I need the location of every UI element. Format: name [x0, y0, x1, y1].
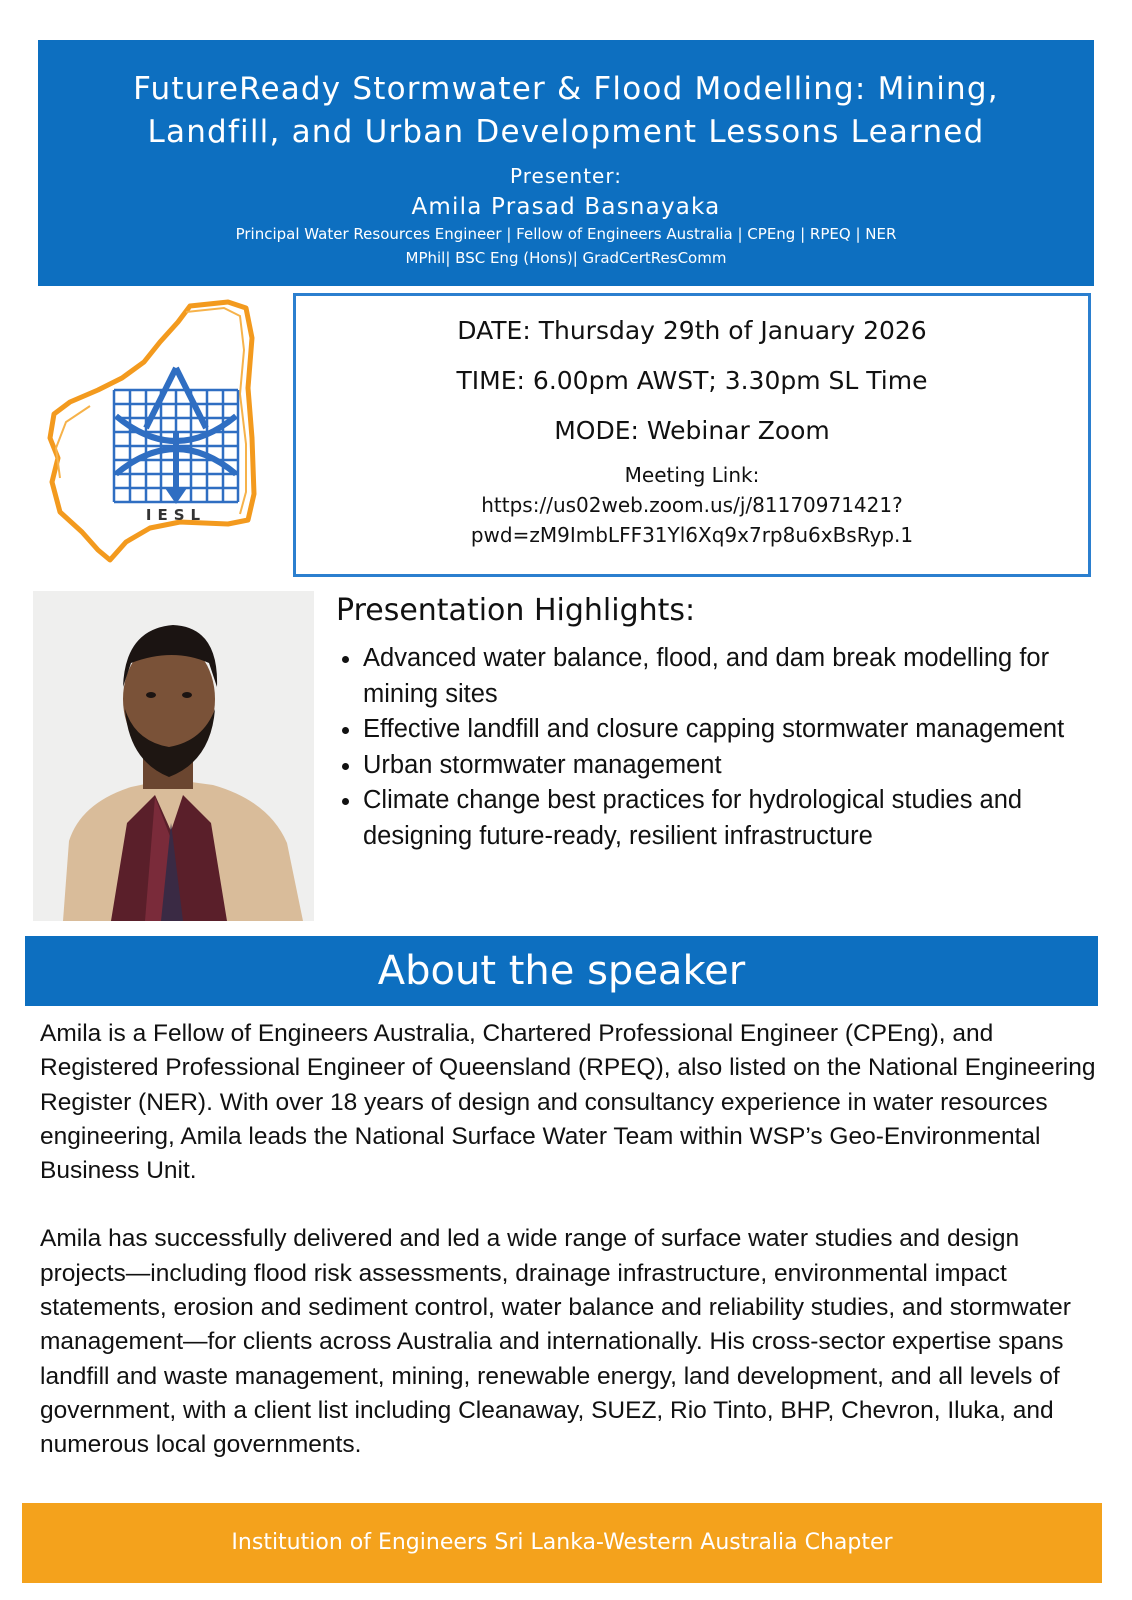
event-title-line-1: FutureReady Stormwater & Flood Modelling: Mining, [133, 71, 999, 107]
highlight-item: • Advanced water balance, flood, and dam break modelling for mining sites [363, 641, 1096, 712]
highlights-title: Presentation Highlights: [336, 593, 696, 628]
presenter-credentials [38, 222, 1094, 270]
meeting-link-url-part-1[interactable]: https://us02web.zoom.us/j/81170971421? [481, 493, 903, 517]
presenter-photo [33, 591, 314, 921]
bio-paragraph-1: Amila is a Fellow of Engineers Australia, Chartered Professional Engineer (CPEng), and Registered Professional Engineer of Queensland (RPEQ), also listed on the National Engineering Register (NER). With over 18 years of design and consultancy experience in water resources engineering, Amila leads the National Surface Water Team within WSP’s Geo-Environmental Business Unit. [40, 1020, 1096, 1185]
credentials-line-2: MPhil| BSC Eng (Hons)| GradCertResComm [405, 249, 727, 267]
event-date: DATE: Thursday 29th of January 2026 [457, 316, 927, 345]
event-mode: MODE: Webinar Zoom [554, 416, 830, 445]
highlight-item: • Climate change best practices for hydrological studies and designing future-ready, resilient infrastructure [363, 783, 1096, 854]
meeting-link-block [296, 460, 1088, 550]
presenter-name: Amila Prasad Basnayaka [411, 194, 721, 220]
about-speaker-heading: About the speaker [25, 936, 1098, 1006]
presentation-highlights [336, 593, 1096, 854]
highlight-item: • Effective landfill and closure capping stormwater management [363, 712, 1096, 748]
meeting-link-url-part-2[interactable]: pwd=zM9ImbLFF31Yl6Xq9x7rp8u6xBsRyp.1 [470, 523, 914, 547]
highlights-list [336, 641, 1096, 854]
footer-organization: Institution of Engineers Sri Lanka-Western Australia Chapter [22, 1503, 1102, 1583]
event-title-line-2: Landfill, and Urban Development Lessons Learned [147, 114, 985, 150]
highlight-item: • Urban stormwater management [363, 748, 1096, 784]
speaker-bio [40, 1017, 1100, 1463]
meeting-link-label: Meeting Link: [624, 463, 760, 487]
event-header [38, 40, 1094, 286]
bio-paragraph-2: Amila has successfully delivered and led a wide range of surface water studies and design projects—including flood risk assessments, drainage infrastructure, environmental impact statements, erosion and sediment control, water balance and reliability studies, and stormwater management—for clients across Australia and internationally. His cross-sector expertise spans landfill and waste management, mining, renewable energy, land development, and all levels of government, with a client list including Cleanaway, SUEZ, Rio Tinto, BHP, Chevron, Iluka, and numerous local governments. [40, 1225, 1071, 1459]
iesl-emblem [114, 368, 238, 504]
event-details-box [293, 293, 1091, 577]
iesl-logo-text: IESL [145, 506, 207, 524]
presenter-label: Presenter: [510, 164, 622, 188]
event-title [58, 68, 1074, 154]
credentials-line-1: Principal Water Resources Engineer | Fellow of Engineers Australia | CPEng | RPEQ | NER [235, 225, 897, 243]
iesl-logo [40, 298, 272, 570]
event-time: TIME: 6.00pm AWST; 3.30pm SL Time [456, 366, 928, 395]
